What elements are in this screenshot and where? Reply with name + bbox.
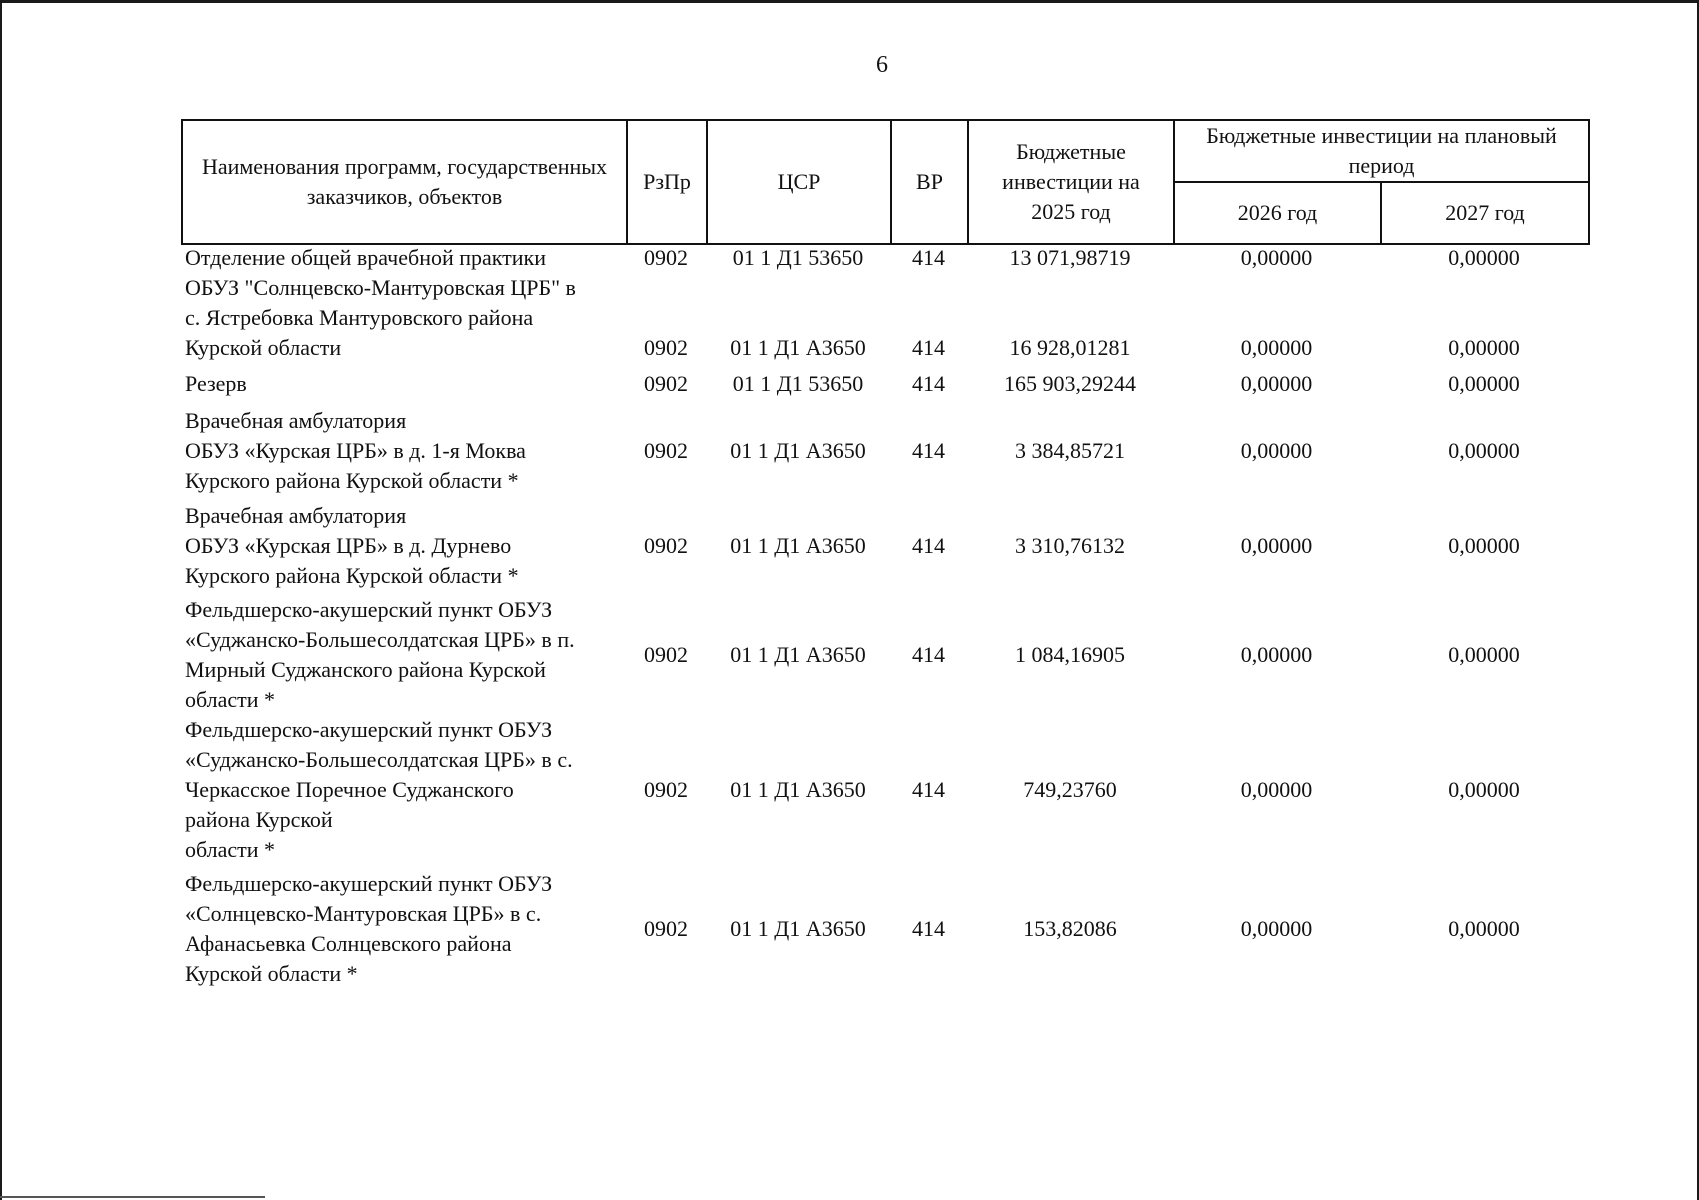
- investment-2026: 0,00000: [1240, 371, 1313, 396]
- vr-code-cell: [890, 595, 967, 715]
- vr-code: 414: [912, 371, 945, 396]
- object-name: [181, 405, 626, 497]
- csr-code-cell: [706, 243, 890, 363]
- vr-code-cell: [890, 865, 967, 993]
- header-name-column: Наименования программ, государственных заказчиков, объектов: [182, 120, 627, 244]
- investment-2025: 16 928,01281: [1009, 335, 1131, 360]
- rzpr-code-cell: [626, 363, 706, 405]
- investment-2027-cell: [1380, 363, 1588, 405]
- investment-2026-cell: [1173, 243, 1380, 363]
- rzpr-code-cell: [626, 595, 706, 715]
- investment-2025-cell: [967, 363, 1173, 405]
- object-name-line: Врачебная амбулатория: [185, 503, 407, 528]
- header-investments-2025: Бюджетные инвестиции на 2025 год: [968, 120, 1174, 244]
- table-row: [181, 363, 1588, 405]
- investment-2025: 1 084,16905: [1015, 642, 1125, 667]
- csr-code-cell: [706, 715, 890, 865]
- investment-2026-cell: [1173, 715, 1380, 865]
- investment-2025-cell: [967, 405, 1173, 497]
- investment-2025-cell: [967, 865, 1173, 993]
- investment-2025: 153,82086: [1023, 916, 1117, 941]
- investment-2027-cell: [1380, 865, 1588, 993]
- scan-edge-top: [0, 0, 1699, 3]
- investment-2027: 0,00000: [1448, 438, 1520, 463]
- investment-2026-cell: [1173, 497, 1380, 595]
- header-rzpr: РзПр: [627, 120, 707, 244]
- object-name-line: ОБУЗ "Солнцевско-Мантуровская ЦРБ" в: [185, 275, 576, 300]
- vr-code: 414: [912, 533, 945, 558]
- investment-2027-cell: [1380, 497, 1588, 595]
- scan-edge-left: [0, 0, 2, 1200]
- csr-code-cell: [706, 497, 890, 595]
- csr-code-cell: [706, 595, 890, 715]
- investment-2026-cell: [1173, 405, 1380, 497]
- object-name-line: Курской области: [185, 335, 342, 360]
- table-body: [181, 243, 1588, 993]
- investment-2026: 0,00000: [1240, 245, 1313, 270]
- csr-code: 01 1 Д1 А3650: [730, 533, 866, 558]
- rzpr-code: 0902: [644, 245, 688, 270]
- object-name-line: Фельдшерско-акушерский пункт ОБУЗ: [185, 717, 553, 742]
- object-name-line: Мирный Суджанского района Курской: [185, 657, 546, 682]
- object-name-line: «Суджанско-Большесолдатская ЦРБ» в с.: [185, 747, 573, 772]
- csr-code-cell: [706, 405, 890, 497]
- investment-2025-cell: [967, 497, 1173, 595]
- rzpr-code: 0902: [644, 642, 688, 667]
- vr-code-cell: [890, 405, 967, 497]
- object-name-line: Черкасское Поречное Суджанского: [185, 777, 514, 802]
- table-row: [181, 497, 1588, 595]
- object-name-line: области *: [185, 687, 276, 712]
- object-name-line: Курского района Курской области *: [185, 563, 519, 588]
- vr-code-cell: [890, 243, 967, 363]
- object-name-line: ОБУЗ «Курская ЦРБ» в д. Дурнево: [185, 533, 512, 558]
- csr-code: 01 1 Д1 А3650: [730, 642, 866, 667]
- vr-code: 414: [912, 642, 945, 667]
- investment-2026-cell: [1173, 595, 1380, 715]
- header-csr: ЦСР: [707, 120, 891, 244]
- investment-2027: 0,00000: [1448, 916, 1520, 941]
- investment-2026: 0,00000: [1240, 533, 1313, 558]
- object-name: [181, 595, 626, 715]
- vr-code: 414: [912, 245, 945, 270]
- investment-2027-cell: [1380, 243, 1588, 363]
- investment-2026: 0,00000: [1240, 335, 1313, 360]
- investment-2027: 0,00000: [1448, 371, 1520, 396]
- header-year-2026: 2026 год: [1174, 182, 1381, 244]
- table-row: [181, 865, 1588, 993]
- rzpr-code-cell: [626, 497, 706, 595]
- rzpr-code-cell: [626, 243, 706, 363]
- csr-code: 01 1 Д1 А3650: [730, 335, 866, 360]
- object-name-line: Курской области *: [185, 961, 358, 986]
- object-name: [181, 363, 626, 405]
- rzpr-code: 0902: [644, 916, 688, 941]
- object-name-line: области *: [185, 837, 276, 862]
- rzpr-code: 0902: [644, 371, 688, 396]
- csr-code: 01 1 Д1 А3650: [730, 438, 866, 463]
- object-name-line: с. Ястребовка Мантуровского района: [185, 305, 534, 330]
- investment-2025: 3 310,76132: [1015, 533, 1125, 558]
- object-name-line: «Суджанско-Большесолдатская ЦРБ» в п.: [185, 627, 575, 652]
- scan-footer-mark: [0, 1196, 265, 1198]
- investment-2027: 0,00000: [1448, 335, 1520, 360]
- table-row: [181, 715, 1588, 865]
- investment-2026: 0,00000: [1240, 438, 1313, 463]
- csr-code: 01 1 Д1 53650: [732, 245, 864, 270]
- object-name: [181, 865, 626, 993]
- object-name-line: Отделение общей врачебной практики: [185, 245, 547, 270]
- object-name: [181, 715, 626, 865]
- object-name-line: ОБУЗ «Курская ЦРБ» в д. 1-я Моква: [185, 438, 526, 463]
- vr-code-cell: [890, 363, 967, 405]
- vr-code-cell: [890, 715, 967, 865]
- header-year-2027: 2027 год: [1381, 182, 1589, 244]
- investment-2027: 0,00000: [1448, 533, 1520, 558]
- table-row: [181, 405, 1588, 497]
- investment-2025-cell: [967, 715, 1173, 865]
- investment-2026: 0,00000: [1240, 777, 1313, 802]
- object-name: [181, 243, 626, 363]
- rzpr-code-cell: [626, 865, 706, 993]
- investment-2026: 0,00000: [1240, 916, 1313, 941]
- object-name-line: Врачебная амбулатория: [185, 408, 407, 433]
- investment-2025: 165 903,29244: [1004, 371, 1136, 396]
- investment-2027-cell: [1380, 405, 1588, 497]
- table-row: [181, 243, 1588, 363]
- page-number: 6: [876, 52, 888, 78]
- table-row: [181, 595, 1588, 715]
- object-name-line: Фельдшерско-акушерский пункт ОБУЗ: [185, 597, 553, 622]
- header-planned-period: Бюджетные инвестиции на плановый период: [1174, 120, 1589, 182]
- csr-code: 01 1 Д1 А3650: [730, 916, 866, 941]
- vr-code: 414: [912, 777, 945, 802]
- investment-2027: 0,00000: [1448, 777, 1520, 802]
- object-name-line: Резерв: [185, 371, 247, 396]
- investment-2025: 3 384,85721: [1015, 438, 1125, 463]
- csr-code-cell: [706, 865, 890, 993]
- investment-2025-cell: [967, 243, 1173, 363]
- vr-code: 414: [912, 335, 945, 360]
- table-header: [181, 119, 1590, 245]
- rzpr-code-cell: [626, 405, 706, 497]
- object-name-line: Фельдшерско-акушерский пункт ОБУЗ: [185, 871, 553, 896]
- object-name-line: Курского района Курской области *: [185, 468, 519, 493]
- investment-2025: 749,23760: [1023, 777, 1117, 802]
- vr-code-cell: [890, 497, 967, 595]
- investment-2025: 13 071,98719: [1009, 245, 1131, 270]
- object-name-line: «Солнцевско-Мантуровская ЦРБ» в с.: [185, 901, 542, 926]
- object-name-line: Афанасьевка Солнцевского района: [185, 931, 512, 956]
- csr-code: 01 1 Д1 53650: [732, 371, 864, 396]
- rzpr-code: 0902: [644, 438, 688, 463]
- rzpr-code: 0902: [644, 533, 688, 558]
- investment-2026: 0,00000: [1240, 642, 1313, 667]
- vr-code: 414: [912, 916, 945, 941]
- rzpr-code: 0902: [644, 335, 688, 360]
- object-name-line: района Курской: [185, 807, 333, 832]
- investment-2026-cell: [1173, 865, 1380, 993]
- rzpr-code: 0902: [644, 777, 688, 802]
- csr-code-cell: [706, 363, 890, 405]
- investment-2027: 0,00000: [1448, 245, 1520, 270]
- investment-2026-cell: [1173, 363, 1380, 405]
- investment-2027-cell: [1380, 595, 1588, 715]
- object-name: [181, 497, 626, 595]
- header-vr: ВР: [891, 120, 968, 244]
- rzpr-code-cell: [626, 715, 706, 865]
- investment-2027-cell: [1380, 715, 1588, 865]
- csr-code: 01 1 Д1 А3650: [730, 777, 866, 802]
- vr-code: 414: [912, 438, 945, 463]
- investment-2025-cell: [967, 595, 1173, 715]
- investment-2027: 0,00000: [1448, 642, 1520, 667]
